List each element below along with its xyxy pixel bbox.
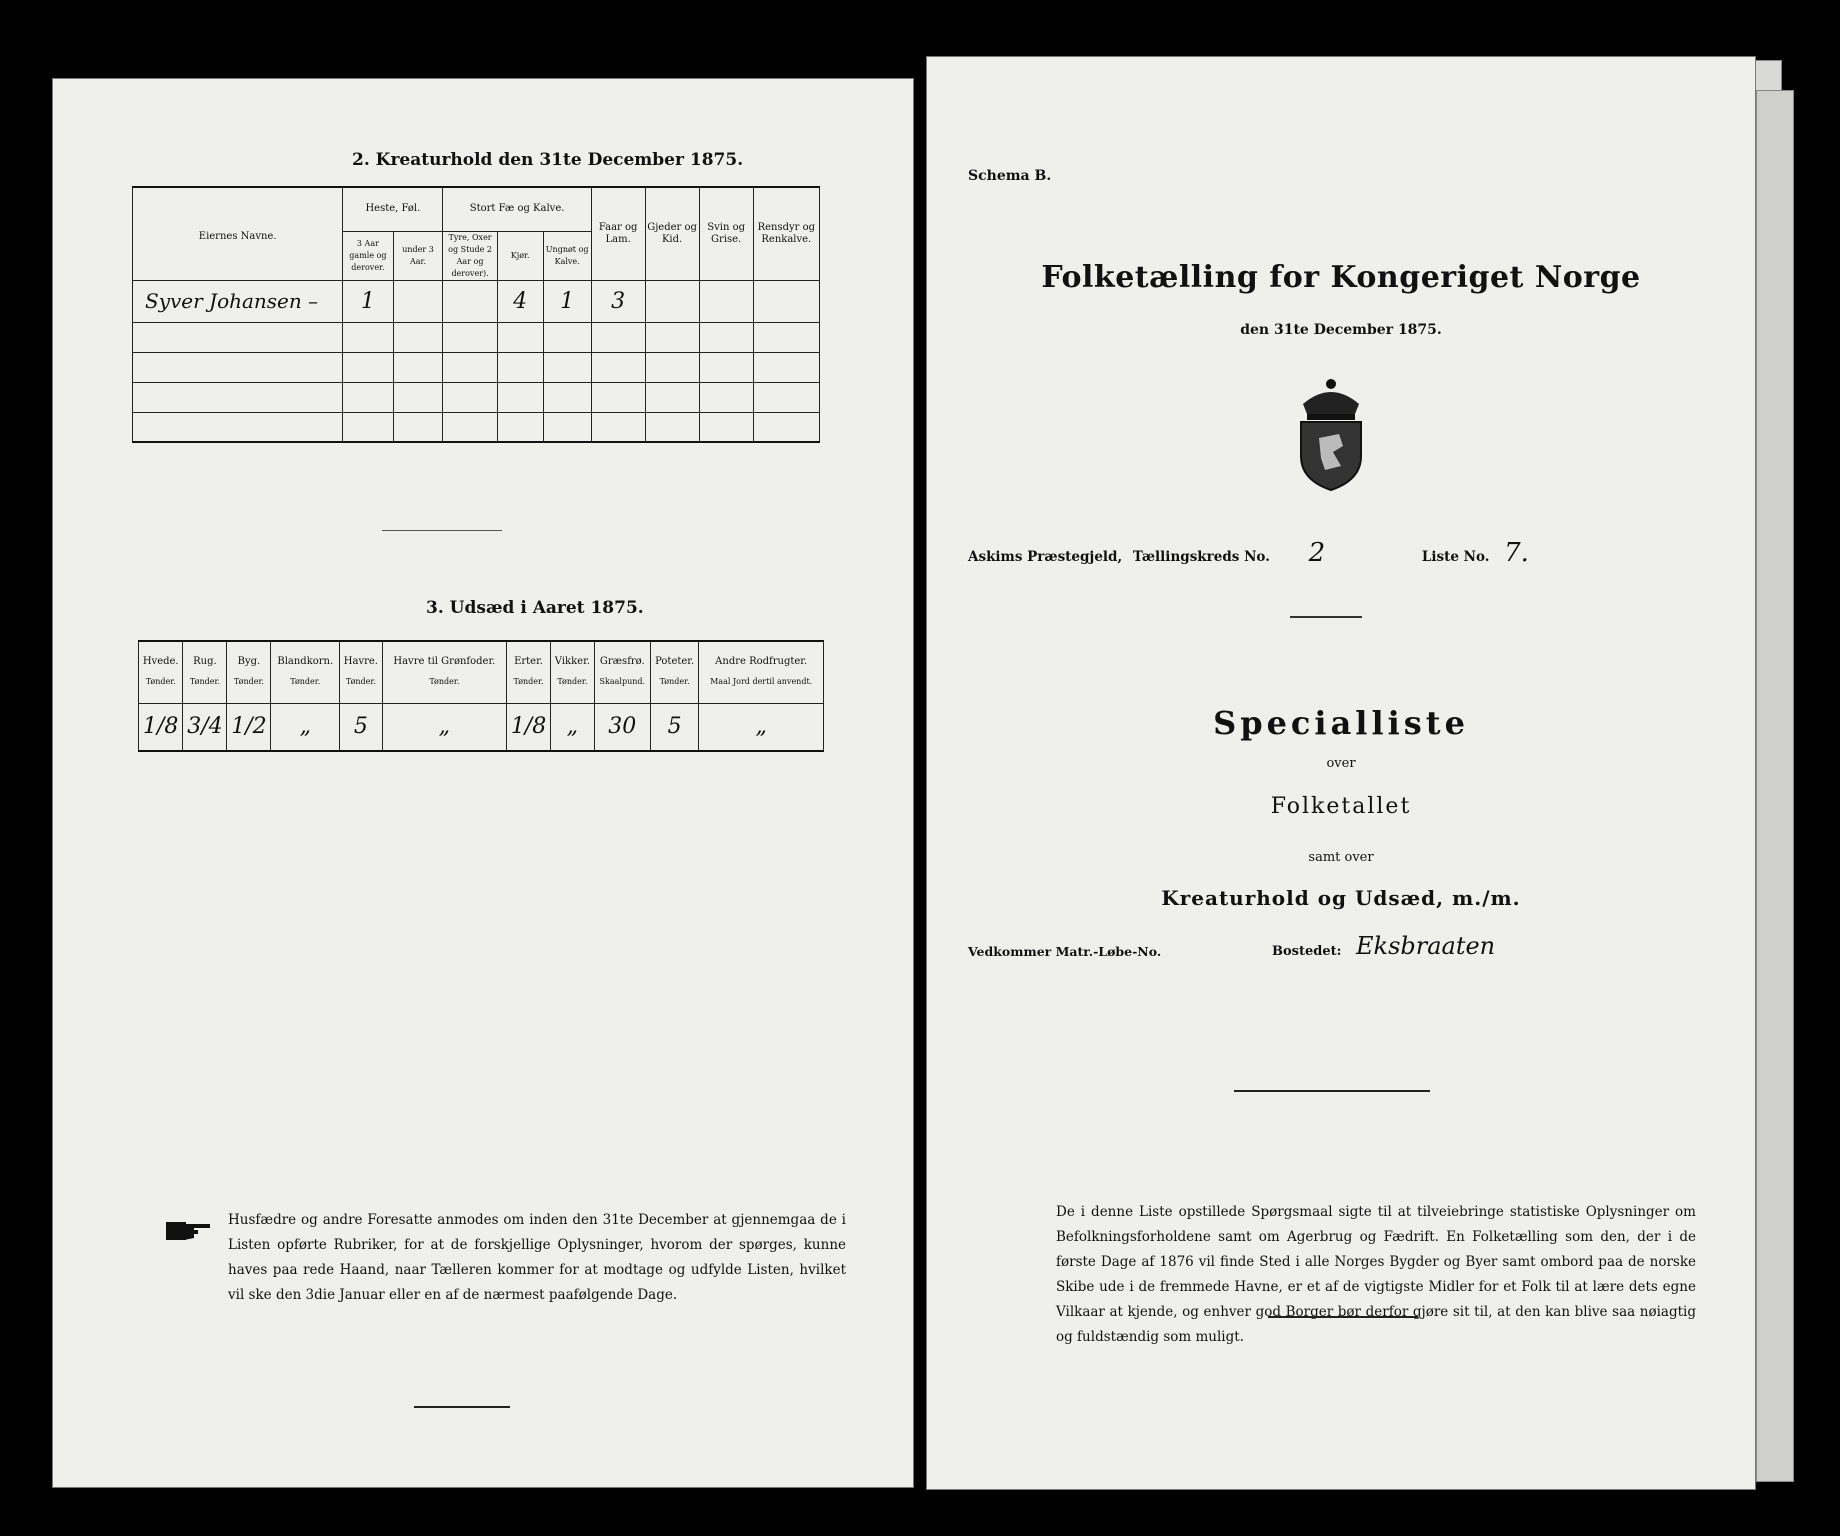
col-header-faar: Faar og Lam. [591, 187, 645, 280]
seed-col-header [650, 641, 698, 703]
seed-col-name: Havre. [343, 656, 378, 668]
seed-col-header [340, 641, 383, 703]
liste-label: Liste No. [1421, 549, 1490, 565]
col-header-heste-b: under 3 Aar. [393, 231, 443, 280]
coat-of-arms-icon [1281, 374, 1381, 494]
seed-col-unit: Tønder. [189, 677, 220, 687]
document-title: Folketælling for Kongeriget Norge [1041, 260, 1641, 295]
page-stack-edge [1756, 90, 1794, 1482]
seed-col-unit: Tønder. [557, 677, 588, 687]
schema-label: Schema B. [968, 168, 1052, 184]
table-row [133, 382, 820, 412]
seed-col-header [507, 641, 551, 703]
seed-col-unit: Tønder. [233, 677, 264, 687]
seed-col-unit: Tønder. [345, 677, 376, 687]
section3-title: 3. Udsæd i Aaret 1875. [426, 598, 644, 618]
seed-col-unit: Skaalpund. [599, 677, 646, 687]
seed-col-header [183, 641, 227, 703]
seed-col-unit: Tønder. [145, 677, 176, 687]
seed-col-name: Blandkorn. [277, 656, 334, 668]
seed-value: „ [271, 703, 340, 751]
divider [382, 530, 502, 531]
seed-col-header [227, 641, 271, 703]
divider [1290, 616, 1362, 618]
seed-col-header [139, 641, 183, 703]
seed-table [138, 640, 824, 752]
right-page [926, 56, 1756, 1490]
col-header-heste-a: 3 Aar gamle og derover. [343, 231, 393, 280]
prestegjeld-label: Askims Præstegjeld, [968, 549, 1123, 565]
livestock-table [132, 186, 820, 443]
value-faar: 3 [591, 280, 645, 322]
table-row [133, 322, 820, 352]
matr-label: Vedkommer Matr.-Løbe-No. [968, 944, 1162, 959]
location-line [968, 538, 1728, 568]
seed-value: 1/2 [227, 703, 271, 751]
section2-title: 2. Kreaturhold den 31te December 1875. [352, 150, 744, 170]
bostedet-label: Bostedet: [1272, 944, 1342, 959]
owner-name: Syver Johansen – [133, 280, 343, 322]
seed-col-name: Vikker. [554, 656, 590, 668]
pointing-hand-icon [164, 1216, 214, 1248]
bostedet-value: Eksbraaten [1356, 932, 1496, 960]
samt-over-text: samt over [1308, 850, 1374, 865]
notice-text: Husfædre og andre Foresatte anmodes om inden den 31te December at gjennemgaa de i Listen opførte Rubriker, for at de forskjellige Oplysninger, hvorom der spørges, kunne haves paa rede Haand, naar Tælleren kommer for at modtage og udfylde Listen, hvilket vil ske den 3die Januar eller en af de nærmest paafølgende Dage. [228, 1212, 846, 1303]
table-row [133, 412, 820, 442]
col-header-heste: Heste, Føl. [343, 187, 443, 231]
over-text: over [1326, 756, 1356, 771]
purpose-paragraph: De i denne Liste opstillede Spørgsmaal sigte til at tilveiebringe statistiske Oplysninger om Befolkningsforholdene samt om Agerbrug og Fædrift. En Folketælling som den, der i de første Dage af 1876 vil finde Sted i alle Norges Bygder og Byer samt ombord paa de norske Skibe ude i de fremmede Havne, er et af de vigtigste Midler for et Folk til at lære dets egne Vilkaar at kjende, og enhver god Borger bør derfor gjøre sit til, at den kan blive saa nøiagtig og fuldstændig som muligt. [1056, 1204, 1696, 1345]
col-header-name: Eiernes Navne. [133, 187, 343, 280]
divider [1234, 1090, 1430, 1092]
table-row [133, 352, 820, 382]
left-page [52, 78, 914, 1488]
divider [414, 1406, 510, 1408]
col-header-rens: Rensdyr og Renkalve. [753, 187, 819, 280]
kreds-label: Tællingskreds No. [1132, 549, 1270, 565]
seed-value: 5 [650, 703, 698, 751]
specialliste-heading: Specialliste [1213, 704, 1469, 742]
seed-col-name: Poteter. [655, 656, 695, 668]
seed-col-name: Havre til Grønfoder. [393, 656, 496, 668]
seed-col-name: Rug. [193, 656, 217, 668]
seed-col-unit: Tønder. [513, 677, 544, 687]
value-ungnot: 1 [543, 280, 591, 322]
divider [1268, 1316, 1418, 1318]
seed-col-name: Byg. [237, 656, 261, 668]
col-header-svin: Svin og Grise. [699, 187, 753, 280]
seed-col-name: Hvede. [142, 656, 179, 668]
kreds-value: 2 [1308, 538, 1326, 568]
table-row [133, 280, 820, 322]
seed-col-header [382, 641, 506, 703]
col-header-stort-b: Kjør. [497, 231, 543, 280]
col-header-gjeder: Gjeder og Kid. [645, 187, 699, 280]
seed-col-unit: Maal Jord dertil anvendt. [710, 677, 813, 687]
liste-value: 7. [1504, 538, 1529, 568]
seed-col-header [594, 641, 650, 703]
seed-value: „ [382, 703, 506, 751]
kreaturhold-heading: Kreaturhold og Udsæd, m./m. [1161, 886, 1521, 910]
col-header-stort-a: Tyre, Oxer og Stude 2 Aar og derover). [443, 231, 497, 280]
seed-col-name: Græsfrø. [599, 656, 645, 668]
seed-value: „ [699, 703, 824, 751]
value-heste-a: 1 [343, 280, 393, 322]
col-header-stort: Stort Fæ og Kalve. [443, 187, 591, 231]
seed-col-name: Andre Rodfrugter. [715, 656, 808, 668]
value-kjor: 4 [497, 280, 543, 322]
col-header-stort-c: Ungnøt og Kalve. [543, 231, 591, 280]
seed-value: 3/4 [183, 703, 227, 751]
seed-col-header [551, 641, 595, 703]
seed-value: 30 [594, 703, 650, 751]
seed-col-unit: Tønder. [659, 677, 690, 687]
seed-value: 1/8 [139, 703, 183, 751]
folketallet-heading: Folketallet [1270, 794, 1412, 819]
seed-col-name: Erter. [514, 656, 543, 668]
seed-col-header [271, 641, 340, 703]
seed-value: 1/8 [507, 703, 551, 751]
seed-value: „ [551, 703, 595, 751]
seed-col-unit: Tønder. [290, 677, 321, 687]
seed-col-header [699, 641, 824, 703]
document-date: den 31te December 1875. [1240, 322, 1442, 338]
seed-value: 5 [340, 703, 383, 751]
seed-col-unit: Tønder. [429, 677, 460, 687]
